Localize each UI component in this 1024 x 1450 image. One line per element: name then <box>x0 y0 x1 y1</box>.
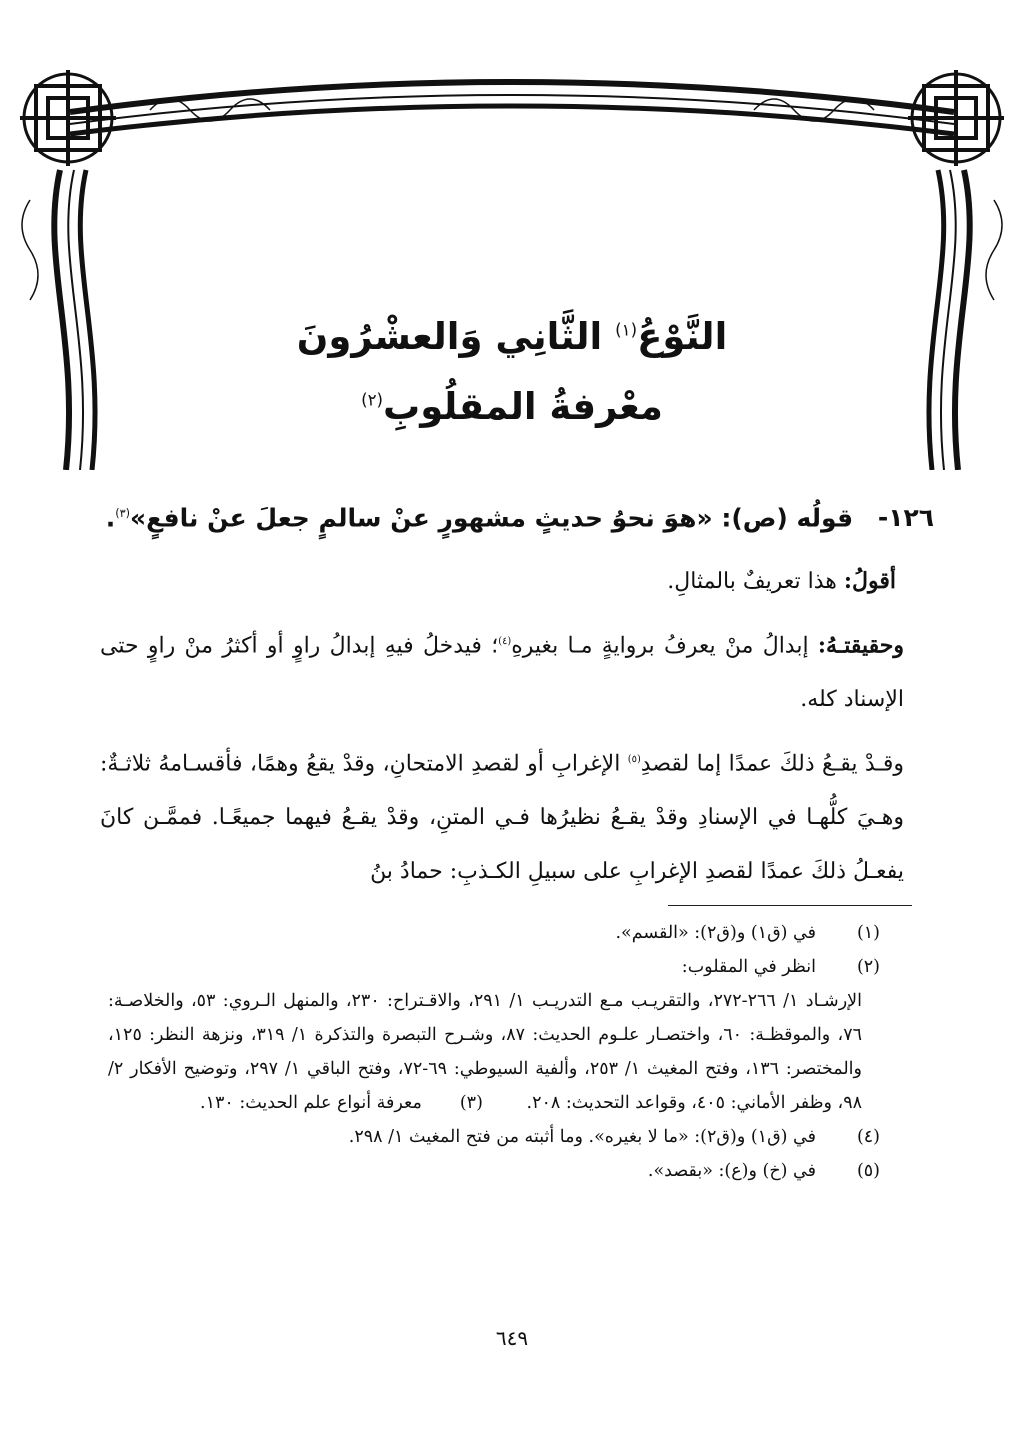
footnote-4-text: في (ق١) و(ق٢): «ما لا بغيره». وما أثبته من فتح المغيث ١/ ٢٩٨. <box>348 1127 816 1147</box>
paragraph-2-lead: وحقيقتـهُ: <box>817 632 904 659</box>
footnote-1-number: (١) <box>856 923 880 943</box>
section-quote: قولُه (ص): «هوَ نحوُ حديثٍ مشهورٍ عنْ سالمٍ جعلَ عنْ نافعٍ» <box>130 503 854 533</box>
footnote-separator <box>668 905 912 906</box>
footnote-marker-1: (١) <box>615 320 638 340</box>
paragraph-2-text-a: إبدالُ منْ يعرفُ بروايةٍ مـا بغيرهِ <box>511 633 809 659</box>
footnote-marker-3: (٣) <box>115 507 131 520</box>
footnote-1 <box>108 916 880 950</box>
footnote-marker-5: (٥) <box>627 754 641 765</box>
section-heading <box>80 494 934 538</box>
paragraph-1 <box>100 554 896 609</box>
paragraph-3 <box>100 733 904 899</box>
paragraph-1-text: هذا تعريفٌ بالمثالِ. <box>667 569 837 594</box>
page-number: ٦٤٩ <box>495 1326 529 1350</box>
footnote-2-text: انظر في المقلوب: <box>681 957 816 977</box>
chapter-subtitle-text: معْرفةُ المقلُوبِ <box>383 385 663 428</box>
footnote-2-number: (٢) <box>856 957 880 977</box>
footnote-marker-2: (٢) <box>361 390 384 410</box>
footnote-2-sources: الإرشـاد ١/ ٢٦٦-٢٧٢، والتقريـب مـع التدريـب ١/ ٢٩١، والاقـتراح: ٢٣٠، والمنهل الـروي: ٥٣، والخلاصـة: ٧٦، والموقظـة: ٦٠، واختصـار علـوم الحديث: ٨٧، وشـرح التبصرة والتذكرة ١/ ٣١٩، ونزهة النظر: ١٢٥، والمختصر: ١٣٦، وفتح المغيث ١/ ٢٥٣، وألفية السيوطي: ٦٩-٧٢، وفتح الباقي ١/ ٢٩٧، وتوضيح الأفكار ٢/ ٩٨، وظفر الأماني: ٤٠٥، وقواعد التحديث: ٢٠٨. <box>108 991 863 1113</box>
footnote-5-number: (٥) <box>856 1161 880 1181</box>
paragraph-3-text-b: الإغرابِ أو لقصدِ الامتحانِ، وقدْ يقعُ وهمًا، فأقسـامهُ ثلاثـةٌ: وهـيَ كلُّهـا في الإسنادِ وقدْ يقـعُ نظيرُها فـي المتنِ، وقدْ يقـعُ فيهما جميعًـا. فممَّـن كانَ يفعـلُ ذلكَ عمدًا لقصدِ الإغرابِ على سبيلِ الكـذبِ: حمادُ بنُ <box>100 751 904 885</box>
footnote-5-text: في (خ) و(ع): «بقصد». <box>647 1161 816 1181</box>
chapter-title <box>0 315 1024 358</box>
chapter-title-part2: الثَّانِي وَالعشْرُونَ <box>296 315 603 358</box>
footnotes <box>108 916 880 1188</box>
footnote-5 <box>108 1154 880 1188</box>
paragraph-2 <box>100 615 904 727</box>
footnote-2-body <box>108 984 862 1120</box>
footnote-4-number: (٤) <box>856 1127 880 1147</box>
paragraph-2-text-b: ؛ فيدخلُ فيهِ إبدالُ راوٍ أو أكثرُ منْ راوٍ حتى الإسناد كله. <box>100 633 904 713</box>
chapter-subtitle <box>0 385 1024 428</box>
paragraph-3-text-a: وقـدْ يقـعُ ذلكَ عمدًا إما لقصدِ <box>640 751 904 777</box>
section-number: ١٢٦- <box>877 503 934 533</box>
section-heading-end: . <box>105 503 116 533</box>
paragraph-1-lead: أقولُ: <box>843 568 896 594</box>
footnote-1-text: في (ق١) و(ق٢): «القسم». <box>615 923 816 943</box>
chapter-title-part1: النَّوْعُ <box>637 315 728 358</box>
footnote-3-number: (٣) <box>459 1093 483 1113</box>
footnote-2 <box>108 950 880 1120</box>
footnote-marker-4: (٤) <box>498 636 512 647</box>
footnote-3-text: معرفة أنواع علم الحديث: ١٣٠. <box>200 1093 422 1113</box>
footnote-4 <box>108 1120 880 1154</box>
